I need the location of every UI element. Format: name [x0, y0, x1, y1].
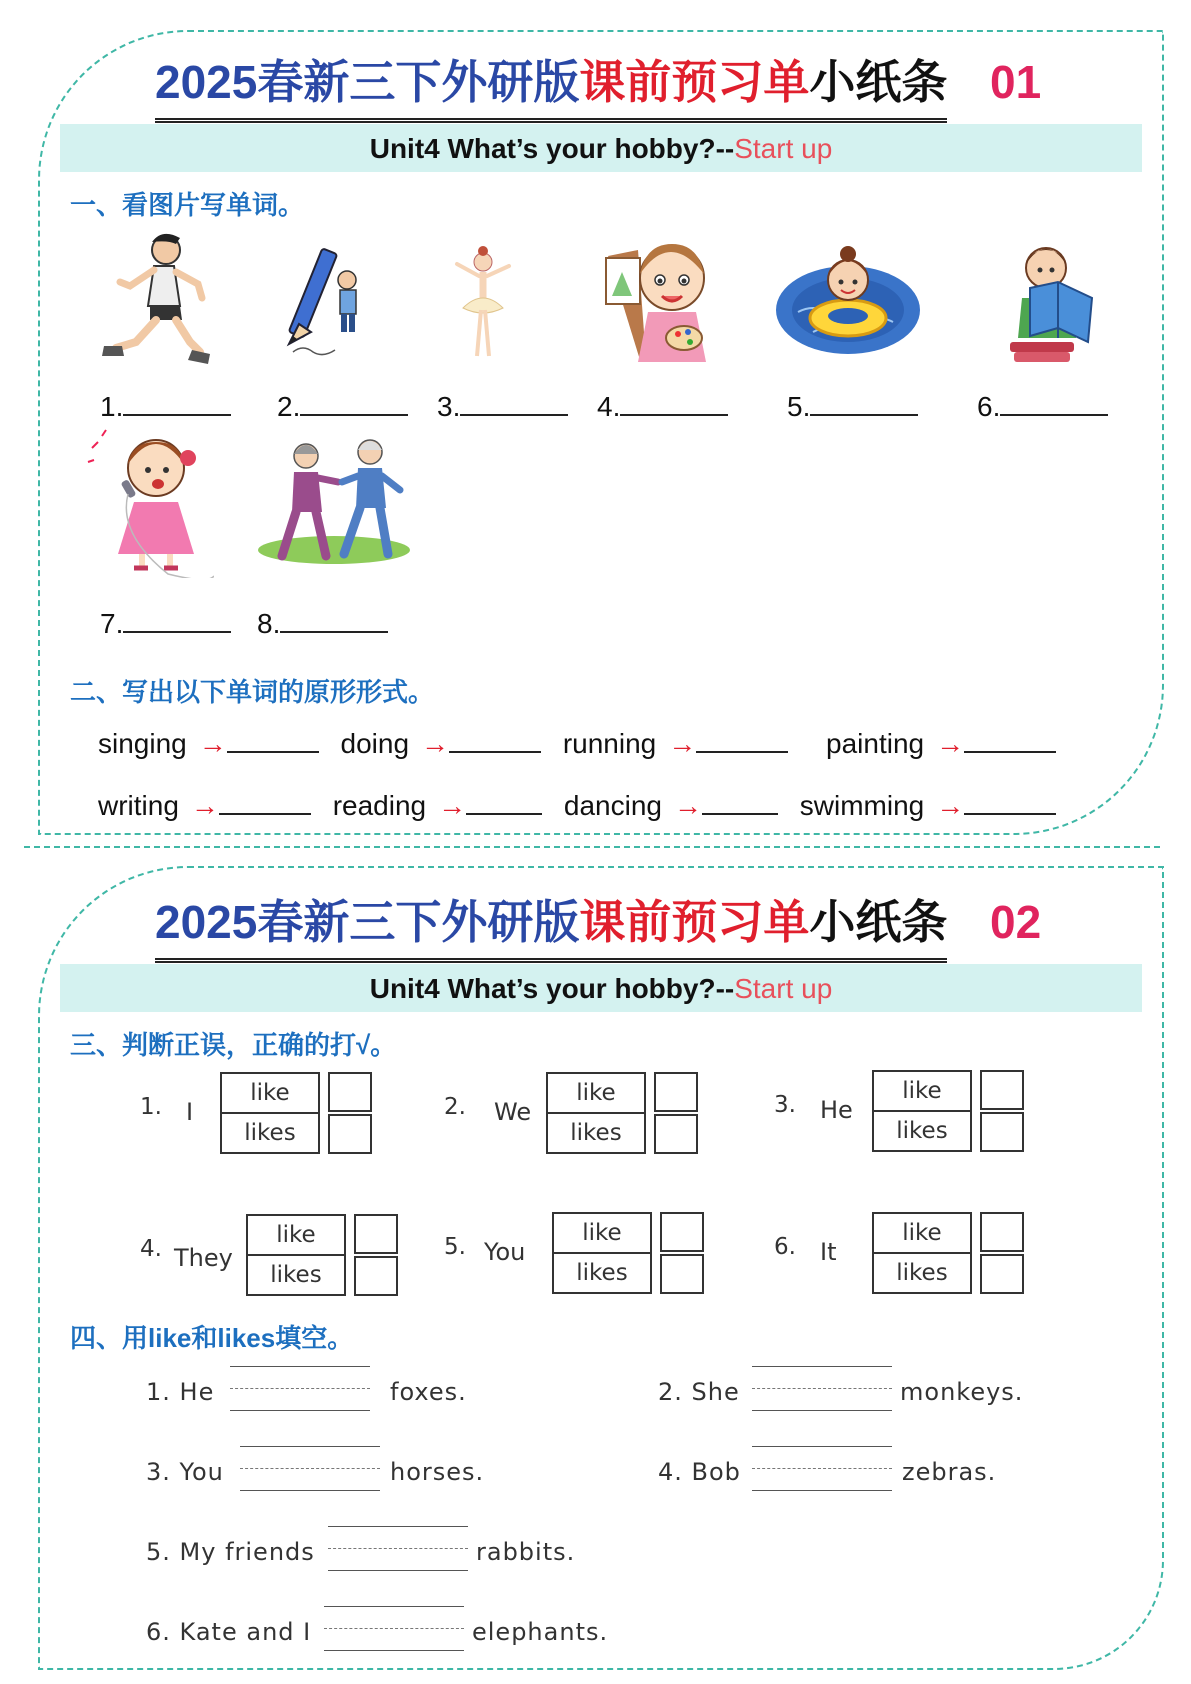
- option-pair: like likes: [246, 1214, 346, 1296]
- blank-6: 6.: [977, 390, 1108, 423]
- arrow-right-icon: →: [198, 728, 227, 759]
- answer-line[interactable]: [702, 793, 778, 815]
- running-boy-icon: [88, 228, 218, 368]
- arrow-right-icon: →: [936, 728, 965, 759]
- answer-line[interactable]: [696, 731, 788, 753]
- sheet-number: 01: [990, 56, 1042, 108]
- sheet-number: 02: [990, 896, 1042, 948]
- answer-line[interactable]: [460, 390, 568, 416]
- blank-2: 2.: [277, 390, 408, 423]
- unit-highlight: Start up: [734, 133, 833, 164]
- answer-line[interactable]: [620, 390, 728, 416]
- check-box[interactable]: [660, 1212, 704, 1252]
- blank-1: 1.: [100, 390, 231, 423]
- check-box[interactable]: [980, 1254, 1024, 1294]
- answer-line[interactable]: [300, 390, 408, 416]
- writing-lines[interactable]: [240, 1448, 380, 1494]
- option-pair: like likes: [546, 1072, 646, 1154]
- option-pair: like likes: [552, 1212, 652, 1294]
- arrow-right-icon: →: [668, 728, 697, 759]
- check-box[interactable]: [328, 1072, 372, 1112]
- word-item: dancing →: [564, 790, 792, 822]
- check-box[interactable]: [354, 1214, 398, 1254]
- writing-lines[interactable]: [230, 1368, 370, 1414]
- option-pair: like likes: [872, 1070, 972, 1152]
- answer-line[interactable]: [227, 731, 319, 753]
- unit-highlight: Start up: [734, 973, 833, 1004]
- arrow-right-icon: →: [673, 790, 702, 821]
- fill-item-2: 2. She monkeys.: [658, 1378, 1058, 1408]
- check-box[interactable]: [980, 1112, 1024, 1152]
- blank-7: 7.: [100, 607, 231, 640]
- section2-heading: 二、写出以下单词的原形形式。: [70, 677, 435, 707]
- fill-item-6: 6. Kate and I elephants.: [146, 1618, 646, 1648]
- check-box[interactable]: [654, 1072, 698, 1112]
- answer-line[interactable]: [1000, 390, 1108, 416]
- title-text: 2025春新三下外研版课前预习单小纸条: [155, 52, 947, 123]
- option-pair: like likes: [220, 1072, 320, 1154]
- swimming-girl-icon: [773, 232, 923, 362]
- check-box[interactable]: [654, 1114, 698, 1154]
- check-box[interactable]: [660, 1254, 704, 1294]
- section1-heading: 一、看图片写单词。: [70, 190, 305, 220]
- section3-heading: 三、判断正误，正确的打√。: [70, 1030, 397, 1060]
- option-pair: like likes: [872, 1212, 972, 1294]
- writing-pencil-icon: [285, 240, 380, 370]
- ballet-dancer-icon: [443, 242, 523, 372]
- answer-line[interactable]: [219, 793, 311, 815]
- cut-line: [24, 846, 1160, 848]
- answer-line[interactable]: [123, 607, 231, 633]
- check-box[interactable]: [980, 1070, 1024, 1110]
- tai-chi-elders-icon: [254, 432, 414, 582]
- arrow-right-icon: →: [438, 790, 467, 821]
- section4-heading: 四、用like和likes填空。: [70, 1323, 354, 1353]
- word-item: writing →: [98, 790, 325, 822]
- word-row-1: [98, 728, 1070, 760]
- check-box[interactable]: [354, 1256, 398, 1296]
- worksheet-title-01: [155, 52, 1055, 122]
- blank-3: 3.: [437, 390, 568, 423]
- word-item: reading →: [333, 790, 556, 822]
- answer-line[interactable]: [449, 731, 541, 753]
- blank-8: 8.: [257, 607, 388, 640]
- answer-line[interactable]: [123, 390, 231, 416]
- arrow-right-icon: →: [190, 790, 219, 821]
- writing-lines[interactable]: [752, 1368, 892, 1414]
- unit-title: Unit4 What’s your hobby?--: [369, 133, 735, 164]
- answer-line[interactable]: [964, 793, 1056, 815]
- word-item: doing →: [341, 728, 556, 760]
- unit-banner: [60, 124, 1142, 172]
- word-item: swimming →: [800, 790, 1070, 822]
- answer-line[interactable]: [280, 607, 388, 633]
- arrow-right-icon: →: [421, 728, 450, 759]
- worksheet-title-02: [155, 892, 1055, 962]
- fill-item-3: 3. You horses.: [146, 1458, 566, 1488]
- writing-lines[interactable]: [328, 1528, 468, 1574]
- unit-title: Unit4 What’s your hobby?--: [369, 973, 735, 1004]
- painting-girl-icon: [598, 226, 718, 376]
- word-item: running →: [563, 728, 818, 760]
- singing-girl-icon: [84, 428, 214, 578]
- title-text: 2025春新三下外研版课前预习单小纸条: [155, 892, 947, 963]
- reading-boy-icon: [1000, 238, 1100, 368]
- fill-item-5: 5. My friends rabbits.: [146, 1538, 626, 1568]
- answer-line[interactable]: [964, 731, 1056, 753]
- word-item: singing →: [98, 728, 333, 760]
- blank-5: 5.: [787, 390, 918, 423]
- writing-lines[interactable]: [752, 1448, 892, 1494]
- fill-item-4: 4. Bob zebras.: [658, 1458, 1058, 1488]
- check-box[interactable]: [980, 1212, 1024, 1252]
- unit-banner: [60, 964, 1142, 1012]
- answer-line[interactable]: [810, 390, 918, 416]
- writing-lines[interactable]: [324, 1608, 464, 1654]
- answer-line[interactable]: [466, 793, 542, 815]
- blank-4: 4.: [597, 390, 728, 423]
- word-item: painting →: [826, 728, 1070, 760]
- check-box[interactable]: [328, 1114, 372, 1154]
- arrow-right-icon: →: [936, 790, 965, 821]
- fill-item-1: 1. He foxes.: [146, 1378, 566, 1408]
- word-row-2: [98, 790, 1070, 822]
